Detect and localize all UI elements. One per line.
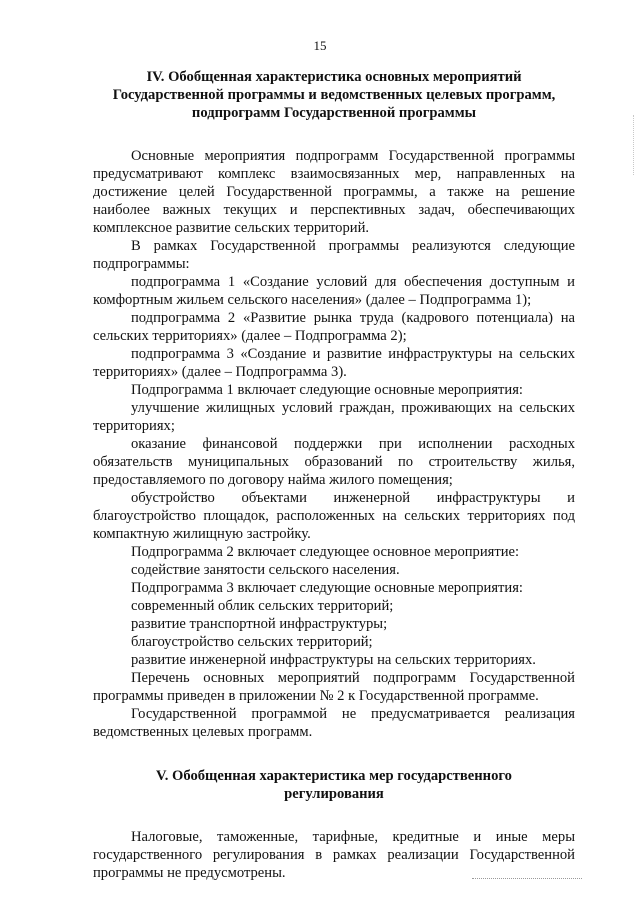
list-item: подпрограмма 1 «Создание условий для обеспечения доступным и комфортным жильем сельского населения» (далее – Подпрограмма 1); <box>93 274 575 308</box>
footer-scan-mark <box>472 877 582 879</box>
list-item: содействие занятости сельского населения. <box>131 562 400 578</box>
paragraph: Подпрограмма 3 включает следующие основные мероприятия: <box>131 580 523 596</box>
paragraph: В рамках Государственной программы реализуются следующие подпрограммы: <box>93 238 575 272</box>
paragraph: Основные мероприятия подпрограмм Государственной программы предусматривают комплекс взаимосвязанных мер, направленных на достижение целей Государственной программы, а также на решение наиболее важных текущих и перспективных задач, обеспечивающих комплексное развитие сельских территорий. <box>93 148 575 236</box>
section-5-heading-line: V. Обобщенная характеристика мер государственного <box>156 768 512 784</box>
list-item: благоустройство сельских территорий; <box>131 634 373 650</box>
margin-scan-mark <box>631 115 634 175</box>
list-item: современный облик сельских территорий; <box>131 598 394 614</box>
section-4-heading <box>93 68 575 122</box>
list-item: подпрограмма 2 «Развитие рынка труда (кадрового потенциала) на сельских территориях» (далее – Подпрограмма 2); <box>93 310 575 344</box>
paragraph: Подпрограмма 2 включает следующее основное мероприятие: <box>131 544 520 560</box>
section-4-heading-line: Государственной программы и ведомственных целевых программ, <box>112 87 556 103</box>
list-item: развитие инженерной инфраструктуры на сельских территориях. <box>131 652 536 668</box>
section-4-heading-line: IV. Обобщенная характеристика основных мероприятий <box>146 69 522 85</box>
list-item: развитие транспортной инфраструктуры; <box>131 616 388 632</box>
list-item: обустройство объектами инженерной инфраструктуры и благоустройство площадок, расположенных на сельских территориях под компактную жилищную застройку. <box>93 490 575 542</box>
list-item: улучшение жилищных условий граждан, проживающих на сельских территориях; <box>93 400 575 434</box>
paragraph: Государственной программой не предусматривается реализация ведомственных целевых программ. <box>93 706 575 740</box>
section-5-body <box>93 828 575 882</box>
paragraph: Подпрограмма 1 включает следующие основные мероприятия: <box>131 382 523 398</box>
section-4-heading-line: подпрограмм Государственной программы <box>191 105 477 121</box>
list-item: подпрограмма 3 «Создание и развитие инфраструктуры на сельских территориях» (далее – Подпрограмма 3). <box>93 346 575 380</box>
list-item: оказание финансовой поддержки при исполнении расходных обязательств муниципальных образований по строительству жилья, предоставляемого по договору найма жилого помещения; <box>93 436 575 488</box>
page-content <box>93 68 575 882</box>
section-5-heading <box>93 767 575 803</box>
section-4-body <box>93 147 575 741</box>
paragraph: Налоговые, таможенные, тарифные, кредитные и иные меры государственного регулирования в рамках реализации Государственной программы не предусмотрены. <box>93 829 575 881</box>
page-number: 15 <box>313 38 327 53</box>
section-5-heading-line: регулирования <box>284 786 384 802</box>
paragraph: Перечень основных мероприятий подпрограмм Государственной программы приведен в приложении № 2 к Государственной программе. <box>93 670 575 704</box>
